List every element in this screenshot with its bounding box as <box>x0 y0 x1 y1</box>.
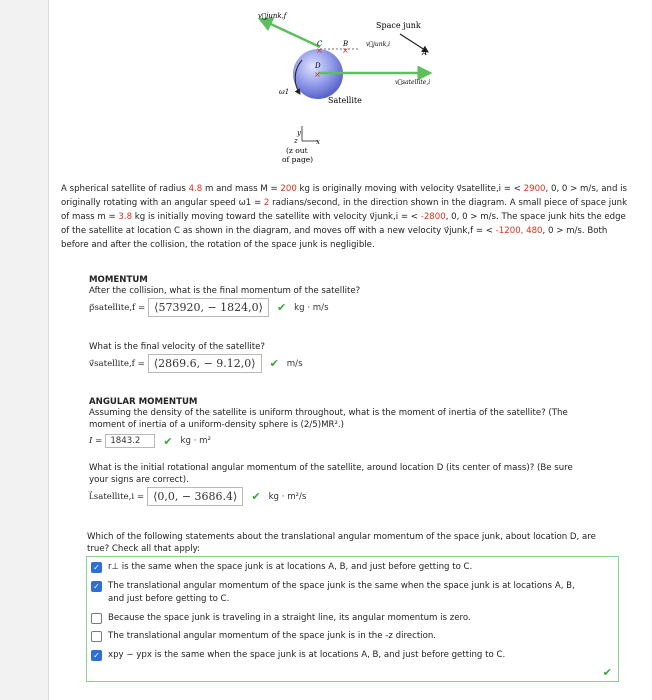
checkbox-unchecked[interactable] <box>91 631 102 642</box>
answer-row-v <box>89 354 303 373</box>
angular-question-1b: moment of inertia of a uniform-density sphere is (2/5)MR².) <box>89 420 345 430</box>
mass-value: 200 <box>280 184 297 194</box>
statements-question-b: true? Check all that apply: <box>87 544 200 554</box>
label-omega: ω1 <box>279 88 290 96</box>
checkbox-unchecked[interactable] <box>91 613 102 624</box>
label-D: D <box>315 62 321 70</box>
i-label: I = <box>89 436 103 446</box>
statement-text: Because the space junk is traveling in a straight line, its angular momentum is zero. <box>108 613 471 623</box>
label-space-junk: Space junk <box>376 21 421 30</box>
answer-row-l <box>89 487 306 506</box>
label-B: B <box>343 40 349 48</box>
v-answer-box[interactable]: ⟨2869.6, − 9.12,0⟩ <box>148 354 262 373</box>
label-C: C <box>317 40 323 48</box>
label-satellite: Satellite <box>328 96 362 105</box>
statement-item[interactable] <box>91 561 611 574</box>
angular-question-2b: your signs are correct). <box>89 475 189 485</box>
answer-row-i <box>89 434 211 448</box>
label-vsat-i: v⃗satellite,i <box>395 79 431 86</box>
statement-text: xpy − ypx is the same when the space junk is at locations A, B, and just before getting to C. <box>108 650 506 660</box>
vjunk-value: -2800 <box>420 212 446 222</box>
check-icon: ✔ <box>269 357 279 370</box>
v-label: v⃗satellite,f = <box>89 358 145 369</box>
axis-y-label: y <box>297 129 301 137</box>
check-icon: ✔ <box>602 666 612 679</box>
i-unit: kg · m² <box>180 436 211 446</box>
axis-x-label: x <box>316 138 320 146</box>
momentum-question-2: What is the final velocity of the satellite? <box>89 342 265 352</box>
axis-z-label: z <box>294 137 298 145</box>
check-icon: ✔ <box>276 301 287 314</box>
l-answer-box[interactable]: ⟨0,0, − 3686.4⟩ <box>147 487 243 506</box>
statement-item[interactable] <box>91 649 611 662</box>
vjunk-final-arrow <box>260 19 320 47</box>
angular-question-1a: Assuming the density of the satellite is uniform throughout, what is the moment of inertia of the satellite? (The <box>89 408 568 418</box>
p-unit: kg · m/s <box>294 302 329 313</box>
statement-item[interactable] <box>91 612 611 625</box>
statement-item[interactable] <box>91 580 611 606</box>
l-label: L⃗satellite,i = <box>89 491 145 502</box>
problem-statement: A spherical satellite of radius 4.8 m and mass M = 200 kg is originally moving with velocity v⃗satellite,i = < 2900, 0, 0 > m/s, and is originally rotating with an angular speed ω1 = 2 radians/second, in the direction shown in the diagram. A small piece of space junk of mass m = 3.8 kg is initially moving toward the satellite with velocity v⃗junk,i = < -2800, 0, 0 > m/s. The space junk hits the edge of the satellite at location C as shown in the diagram, and moves off with a new velocity v⃗junk,f = < -1200, 480, 0 > m/s. Both before and after the collision, the rotation of the space junk is negligible. <box>61 184 628 250</box>
checkbox-group <box>86 556 619 682</box>
radius-value: 4.8 <box>188 184 203 194</box>
momentum-question-1: After the collision, what is the final momentum of the satellite? <box>89 286 361 296</box>
v-unit: m/s <box>286 358 303 369</box>
answer-row-p <box>89 298 329 317</box>
statements-question-a: Which of the following statements about the translational angular momentum of the space junk, about location D, are <box>87 532 596 542</box>
statement-text: r⊥ is the same when the space junk is at locations A, B, and just before getting to C. <box>108 562 473 572</box>
check-icon: ✔ <box>251 490 261 503</box>
angular-title: ANGULAR MOMENTUM <box>89 397 198 407</box>
checkbox-checked[interactable]: ✓ <box>91 581 102 592</box>
vsat-value: 2900 <box>523 184 546 194</box>
vjunkf-value: -1200, 480 <box>495 226 543 236</box>
marker-B: × <box>342 46 349 55</box>
statement-text: The translational angular momentum of the space junk is in the -z direction. <box>108 631 437 641</box>
statement-text: The translational angular momentum of the space junk is the same when the space junk is at locations A, B, and just before getting to C. <box>108 581 575 604</box>
label-A: A <box>422 49 428 57</box>
angular-question-2a: What is the initial rotational angular momentum of the satellite, around location D (its center of mass)? (Be sure <box>89 463 573 473</box>
label-vjunk-f: v⃗junk,f <box>258 12 287 20</box>
omega-value: 2 <box>263 198 270 208</box>
axis-note-1: (z out <box>286 146 308 155</box>
l-unit: kg · m²/s <box>268 491 307 502</box>
momentum-title: MOMENTUM <box>89 275 148 285</box>
axis-note-2: of page) <box>282 155 314 164</box>
statement-item[interactable] <box>91 630 611 643</box>
p-answer-box[interactable]: ⟨573920, − 1824,0⟩ <box>148 298 269 317</box>
marker-C: × <box>316 46 323 55</box>
check-icon: ✔ <box>163 434 173 448</box>
p-label: p⃗satellite,f = <box>89 302 146 313</box>
physics-diagram <box>240 4 440 174</box>
marker-D: × <box>314 70 321 79</box>
label-vjunk-i: v⃗junk,i <box>366 41 391 48</box>
checkbox-checked[interactable]: ✓ <box>91 562 102 573</box>
junkmass-value: 3.8 <box>118 212 133 222</box>
i-answer-box[interactable]: 1843.2 <box>105 434 155 448</box>
checkbox-checked[interactable]: ✓ <box>91 650 102 661</box>
